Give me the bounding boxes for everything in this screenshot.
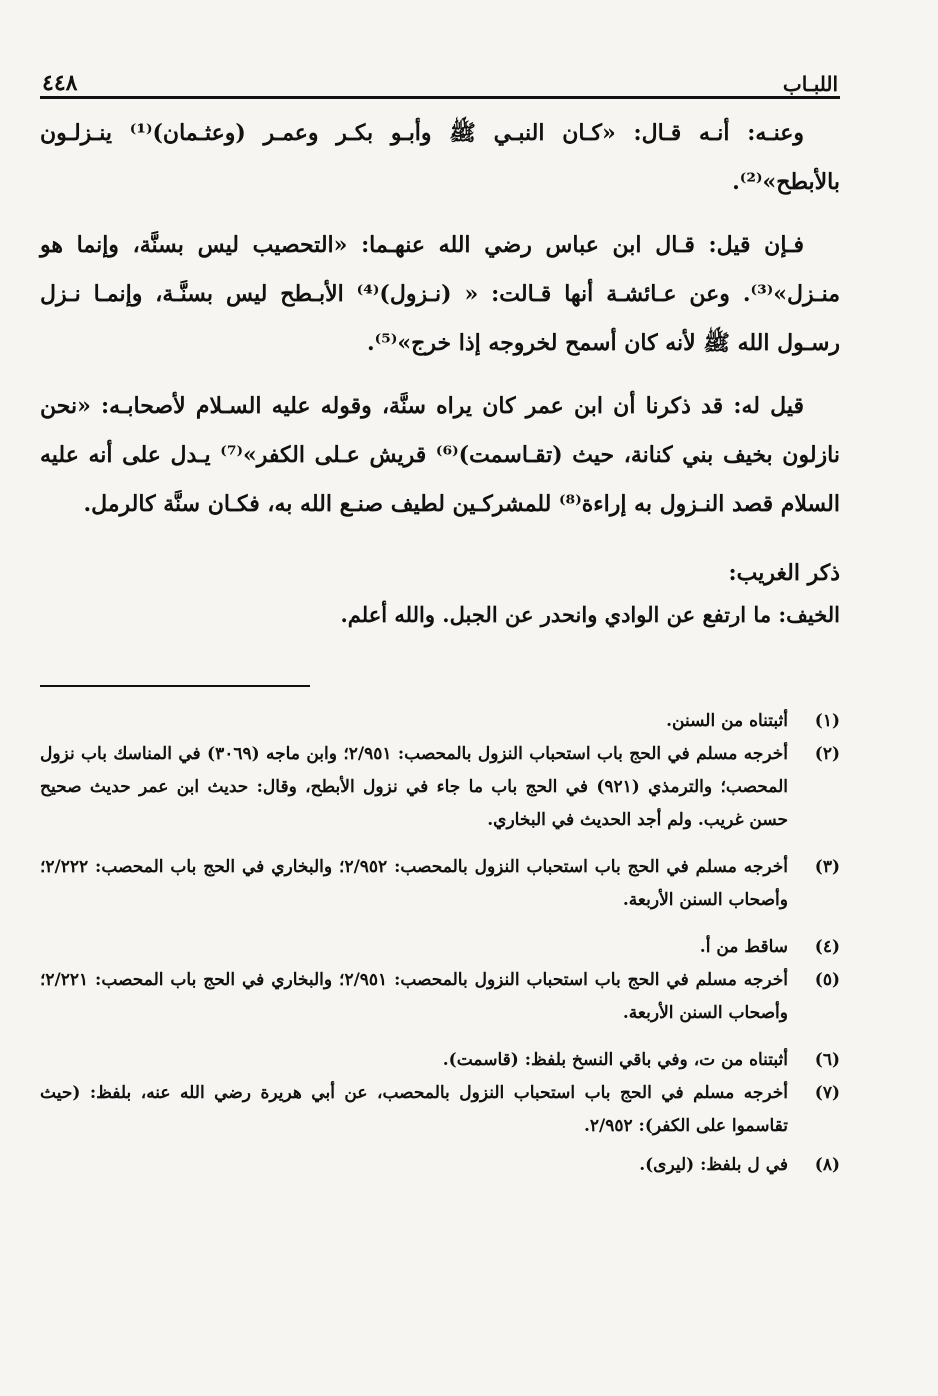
- footnote-text: أثبتناه من السنن.: [666, 711, 788, 731]
- footnote-number: (٤): [814, 937, 840, 957]
- footnote: [40, 1149, 840, 1182]
- footnotes: [40, 705, 840, 1182]
- footnote-divider: [40, 685, 310, 687]
- running-title: اللبـاب: [782, 72, 838, 96]
- footnote-text: أخرجه مسلم في الحج باب استحباب النزول بالمحصب: ٢/٩٥٢؛ والبخاري في الحج باب المحصب: ٢/٢٢٢؛ وأصحاب السنن الأربعة.: [40, 857, 788, 910]
- book-page: [40, 58, 840, 1378]
- footnote-number: (٨): [814, 1155, 840, 1175]
- footnote-number: (٧): [814, 1083, 840, 1103]
- footnote-text: ساقط من أ.: [699, 937, 788, 957]
- paragraph: وعنـه: أنـه قـال: «كـان النبـي ﷺ وأبـو بكـر وعمـر (وعثـمان)⁽¹⁾ ينـزلـون بالأبطح»⁽²⁾.: [40, 120, 840, 195]
- page-header: [40, 58, 840, 99]
- gharib-definition: الخيف: ما ارتفع عن الوادي وانحدر عن الجبل. والله أعلم.: [340, 602, 840, 627]
- footnote: [40, 931, 840, 964]
- gharib-heading: ذكر الغريب:: [728, 560, 840, 586]
- paragraph: قيل له: قد ذكرنا أن ابن عمر كان يراه سنَّة، وقوله عليه السـلام لأصحابـه: «نحن نازلون بخيف بني كنانة، حيث (تقـاسمت)⁽⁶⁾ قريش عـلى الكفر»⁽⁷⁾ يـدل على أنه عليه السلام قصد النـزول به إراءة⁽⁸⁾ للمشركـين لطيف صنـع الله به، فكـان سنَّة كالرمل.: [40, 393, 840, 517]
- footnote-text: في ل بلفظ: (ليرى).: [639, 1155, 788, 1175]
- footnote-text: أخرجه مسلم في الحج باب استحباب النزول بالمحصب: ٢/٩٥١؛ والبخاري في الحج باب المحصب: ٢/٢٢١؛ وأصحاب السنن الأربعة.: [40, 970, 788, 1023]
- footnote-number: (٢): [814, 744, 840, 764]
- footnote-number: (٦): [814, 1050, 840, 1070]
- gharib-section: [40, 551, 840, 635]
- main-text: [40, 109, 840, 529]
- footnote: [40, 964, 840, 1030]
- footnote: [40, 851, 840, 917]
- footnote: [40, 1044, 840, 1077]
- footnote-number: (٣): [814, 857, 840, 877]
- paragraph: فـإن قيل: قـال ابن عباس رضي الله عنهـما: «التحصيب ليس بسنَّة، وإنما هو منـزل»⁽³⁾. وعن عـائشـة أنها قـالت: « (نـزول)⁽⁴⁾ الأبـطح ليس بسنَّـة، وإنمـا نـزل رسـول الله ﷺ لأنه كان أسمح لخروجه إذا خرج»⁽⁵⁾.: [40, 232, 840, 356]
- footnote-number: (٥): [814, 970, 840, 990]
- footnote-text: أثبتناه من ت، وفي باقي النسخ بلفظ: (قاسمت).: [442, 1050, 788, 1070]
- footnote-text: أخرجه مسلم في الحج باب استحباب النزول بالمحصب: ٢/٩٥١؛ وابن ماجه (٣٠٦٩) في المناسك باب نزول المحصب؛ والترمذي (٩٢١) في الحج باب ما جاء في نزول الأبطح، وقال: حديث ابن عمر حديث صحيح حسن غريب. ولم أجد الحديث في البخاري.: [40, 744, 789, 830]
- footnote: [40, 1077, 840, 1143]
- footnote-text: أخرجه مسلم في الحج باب استحباب النزول بالمحصب، عن أبي هريرة رضي الله عنه، بلفظ: (حيث تقاسموا على الكفر): ٢/٩٥٢.: [40, 1083, 789, 1136]
- footnote: [40, 705, 840, 738]
- page-number: ٤٤٨: [42, 70, 78, 96]
- footnote: [40, 738, 840, 837]
- footnote-number: (١): [814, 711, 840, 731]
